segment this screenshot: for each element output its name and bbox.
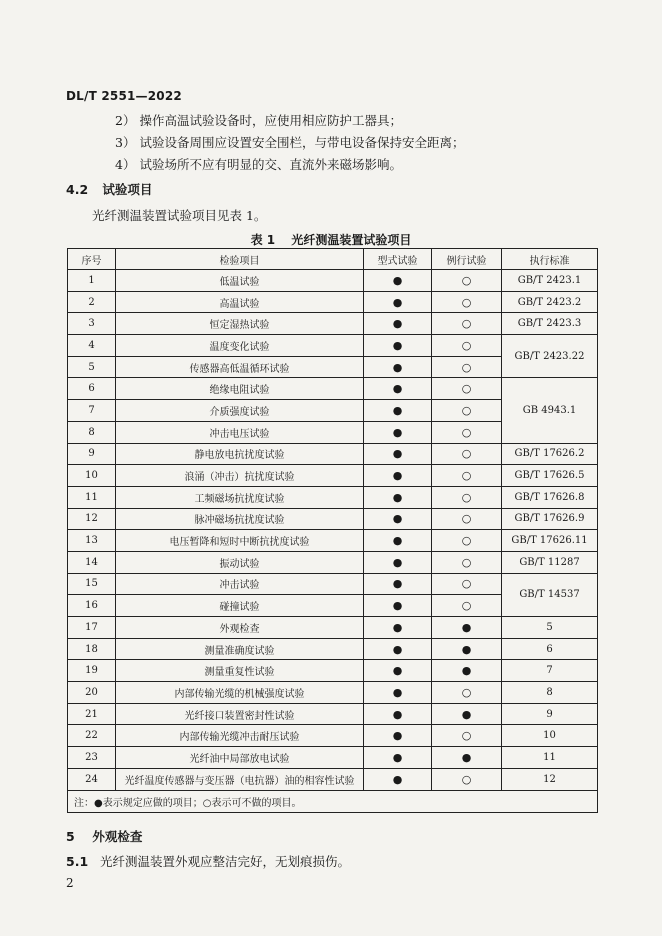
type-test-mark: ●: [364, 682, 432, 704]
section-5-1: [66, 852, 350, 870]
row-standard: GB/T 2423.3: [502, 313, 598, 335]
row-standard: 12: [502, 768, 598, 790]
table-caption: [0, 231, 662, 248]
row-standard: GB/T 17626.11: [502, 530, 598, 552]
table-row: [68, 378, 598, 400]
type-test-mark: ●: [364, 573, 432, 595]
row-standard: GB/T 2423.2: [502, 291, 598, 313]
routine-test-mark: ○: [432, 486, 502, 508]
row-number: 13: [68, 530, 116, 552]
table-row: [68, 443, 598, 465]
row-item: 碰撞试验: [116, 595, 364, 617]
routine-test-mark: ○: [432, 378, 502, 400]
row-item: 测量准确度试验: [116, 638, 364, 660]
section-5-heading: [66, 827, 142, 845]
table-row: [68, 551, 598, 573]
table-row: [68, 617, 598, 639]
routine-test-mark: ○: [432, 291, 502, 313]
row-standard: GB/T 17626.9: [502, 508, 598, 530]
table-row: [68, 270, 598, 292]
row-item: 冲击电压试验: [116, 421, 364, 443]
table-row: [68, 486, 598, 508]
row-number: 10: [68, 465, 116, 487]
row-standard: 6: [502, 638, 598, 660]
row-number: 11: [68, 486, 116, 508]
table-row: [68, 313, 598, 335]
type-test-mark: ●: [364, 660, 432, 682]
routine-test-mark: ●: [432, 747, 502, 769]
row-standard: 7: [502, 660, 598, 682]
type-test-mark: ●: [364, 313, 432, 335]
row-number: 7: [68, 400, 116, 422]
table-row: [68, 768, 598, 790]
row-number: 22: [68, 725, 116, 747]
routine-test-mark: ●: [432, 660, 502, 682]
type-test-mark: ●: [364, 486, 432, 508]
row-number: 16: [68, 595, 116, 617]
type-test-mark: ●: [364, 703, 432, 725]
row-number: 17: [68, 617, 116, 639]
header-standard: 执行标准: [502, 249, 598, 270]
row-number: 5: [68, 356, 116, 378]
document-code: DL/T 2551—2022: [66, 89, 182, 103]
row-number: 14: [68, 551, 116, 573]
header-item: 检验项目: [116, 249, 364, 270]
row-item: 测量重复性试验: [116, 660, 364, 682]
routine-test-mark: ○: [432, 356, 502, 378]
table-note-row: [68, 790, 598, 812]
row-standard: GB/T 14537: [502, 573, 598, 616]
row-item: 低温试验: [116, 270, 364, 292]
row-item: 冲击试验: [116, 573, 364, 595]
row-number: 15: [68, 573, 116, 595]
section-title: 外观检查: [92, 829, 143, 844]
routine-test-mark: ●: [432, 638, 502, 660]
section-title: 试验项目: [102, 182, 153, 197]
routine-test-mark: ○: [432, 768, 502, 790]
table-row: [68, 703, 598, 725]
table-caption-number: 表 1: [250, 233, 276, 247]
page-number: 2: [66, 876, 74, 890]
header-routine-test: 例行试验: [432, 249, 502, 270]
table-row: [68, 747, 598, 769]
routine-test-mark: ○: [432, 725, 502, 747]
table-caption-title: 光纤测温装置试验项目: [291, 233, 412, 247]
table-row: [68, 335, 598, 357]
row-standard: 8: [502, 682, 598, 704]
type-test-mark: ●: [364, 356, 432, 378]
intro-item-number: 4）: [115, 157, 136, 172]
row-standard: GB/T 17626.5: [502, 465, 598, 487]
row-number: 4: [68, 335, 116, 357]
routine-test-mark: ○: [432, 270, 502, 292]
row-item: 振动试验: [116, 551, 364, 573]
type-test-mark: ●: [364, 378, 432, 400]
section-number: 4.2: [66, 182, 89, 197]
row-item: 工频磁场抗扰度试验: [116, 486, 364, 508]
routine-test-mark: ○: [432, 443, 502, 465]
section-4-2-body: 光纤测温装置试验项目见表 1。: [92, 208, 267, 223]
row-standard: GB 4943.1: [502, 378, 598, 443]
row-item: 光纤温度传感器与变压器（电抗器）油的相容性试验: [116, 768, 364, 790]
table-row: [68, 508, 598, 530]
row-number: 6: [68, 378, 116, 400]
type-test-mark: ●: [364, 747, 432, 769]
row-standard: GB/T 17626.2: [502, 443, 598, 465]
row-number: 3: [68, 313, 116, 335]
row-item: 内部传输光缆的机械强度试验: [116, 682, 364, 704]
row-standard: 11: [502, 747, 598, 769]
row-item: 温度变化试验: [116, 335, 364, 357]
row-standard: GB/T 2423.1: [502, 270, 598, 292]
type-test-mark: ●: [364, 443, 432, 465]
intro-item-2: [115, 111, 402, 129]
row-number: 23: [68, 747, 116, 769]
intro-item-text: 试验设备周围应设置安全围栏，与带电设备保持安全距离；: [139, 135, 465, 150]
row-item: 绝缘电阻试验: [116, 378, 364, 400]
row-standard: 5: [502, 617, 598, 639]
table-note: 注：●表示规定应做的项目；○表示可不做的项目。: [68, 790, 598, 812]
type-test-mark: ●: [364, 768, 432, 790]
routine-test-mark: ○: [432, 595, 502, 617]
row-item: 脉冲磁场抗扰度试验: [116, 508, 364, 530]
intro-item-text: 操作高温试验设备时，应使用相应防护工器具；: [139, 113, 402, 128]
table-row: [68, 573, 598, 595]
table-row: [68, 660, 598, 682]
row-number: 24: [68, 768, 116, 790]
intro-item-text: 试验场所不应有明显的交、直流外来磁场影响。: [139, 157, 402, 172]
header-type-test: 型式试验: [364, 249, 432, 270]
row-item: 传感器高低温循环试验: [116, 356, 364, 378]
routine-test-mark: ○: [432, 508, 502, 530]
row-number: 9: [68, 443, 116, 465]
intro-item-3: [115, 133, 464, 151]
type-test-mark: ●: [364, 595, 432, 617]
type-test-mark: ●: [364, 638, 432, 660]
type-test-mark: ●: [364, 725, 432, 747]
routine-test-mark: ○: [432, 400, 502, 422]
row-number: 19: [68, 660, 116, 682]
row-standard: 9: [502, 703, 598, 725]
row-standard: GB/T 11287: [502, 551, 598, 573]
table-row: [68, 530, 598, 552]
routine-test-mark: ○: [432, 551, 502, 573]
type-test-mark: ●: [364, 421, 432, 443]
type-test-mark: ●: [364, 617, 432, 639]
row-item: 静电放电抗扰度试验: [116, 443, 364, 465]
table-row: [68, 638, 598, 660]
row-item: 恒定湿热试验: [116, 313, 364, 335]
type-test-mark: ●: [364, 508, 432, 530]
type-test-mark: ●: [364, 400, 432, 422]
section-number: 5: [66, 829, 75, 844]
routine-test-mark: ○: [432, 421, 502, 443]
row-number: 2: [68, 291, 116, 313]
row-number: 18: [68, 638, 116, 660]
routine-test-mark: ○: [432, 313, 502, 335]
row-item: 外观检查: [116, 617, 364, 639]
row-item: 高温试验: [116, 291, 364, 313]
type-test-mark: ●: [364, 270, 432, 292]
intro-item-4: [115, 155, 402, 173]
row-item: 介质强度试验: [116, 400, 364, 422]
routine-test-mark: ○: [432, 335, 502, 357]
intro-item-number: 2）: [115, 113, 136, 128]
table-row: [68, 465, 598, 487]
row-item: 电压暂降和短时中断抗扰度试验: [116, 530, 364, 552]
row-standard: 10: [502, 725, 598, 747]
type-test-mark: ●: [364, 335, 432, 357]
table-row: [68, 291, 598, 313]
table-header-row: [68, 249, 598, 270]
routine-test-mark: ○: [432, 465, 502, 487]
routine-test-mark: ○: [432, 530, 502, 552]
type-test-mark: ●: [364, 291, 432, 313]
type-test-mark: ●: [364, 551, 432, 573]
row-item: 光纤接口装置密封性试验: [116, 703, 364, 725]
test-items-table: [67, 248, 598, 813]
routine-test-mark: ○: [432, 682, 502, 704]
row-item: 光纤油中局部放电试验: [116, 747, 364, 769]
section-4-2-heading: [66, 180, 152, 198]
row-number: 12: [68, 508, 116, 530]
row-number: 1: [68, 270, 116, 292]
routine-test-mark: ●: [432, 703, 502, 725]
row-item: 内部传输光缆冲击耐压试验: [116, 725, 364, 747]
type-test-mark: ●: [364, 530, 432, 552]
table-row: [68, 682, 598, 704]
routine-test-mark: ○: [432, 573, 502, 595]
routine-test-mark: ●: [432, 617, 502, 639]
intro-item-number: 3）: [115, 135, 136, 150]
row-number: 8: [68, 421, 116, 443]
row-item: 浪涌（冲击）抗扰度试验: [116, 465, 364, 487]
section-text: 光纤测温装置外观应整洁完好，无划痕损伤。: [99, 854, 350, 869]
type-test-mark: ●: [364, 465, 432, 487]
row-number: 21: [68, 703, 116, 725]
section-number: 5.1: [66, 854, 89, 869]
table-row: [68, 725, 598, 747]
header-no: 序号: [68, 249, 116, 270]
row-standard: GB/T 2423.22: [502, 335, 598, 378]
row-number: 20: [68, 682, 116, 704]
row-standard: GB/T 17626.8: [502, 486, 598, 508]
